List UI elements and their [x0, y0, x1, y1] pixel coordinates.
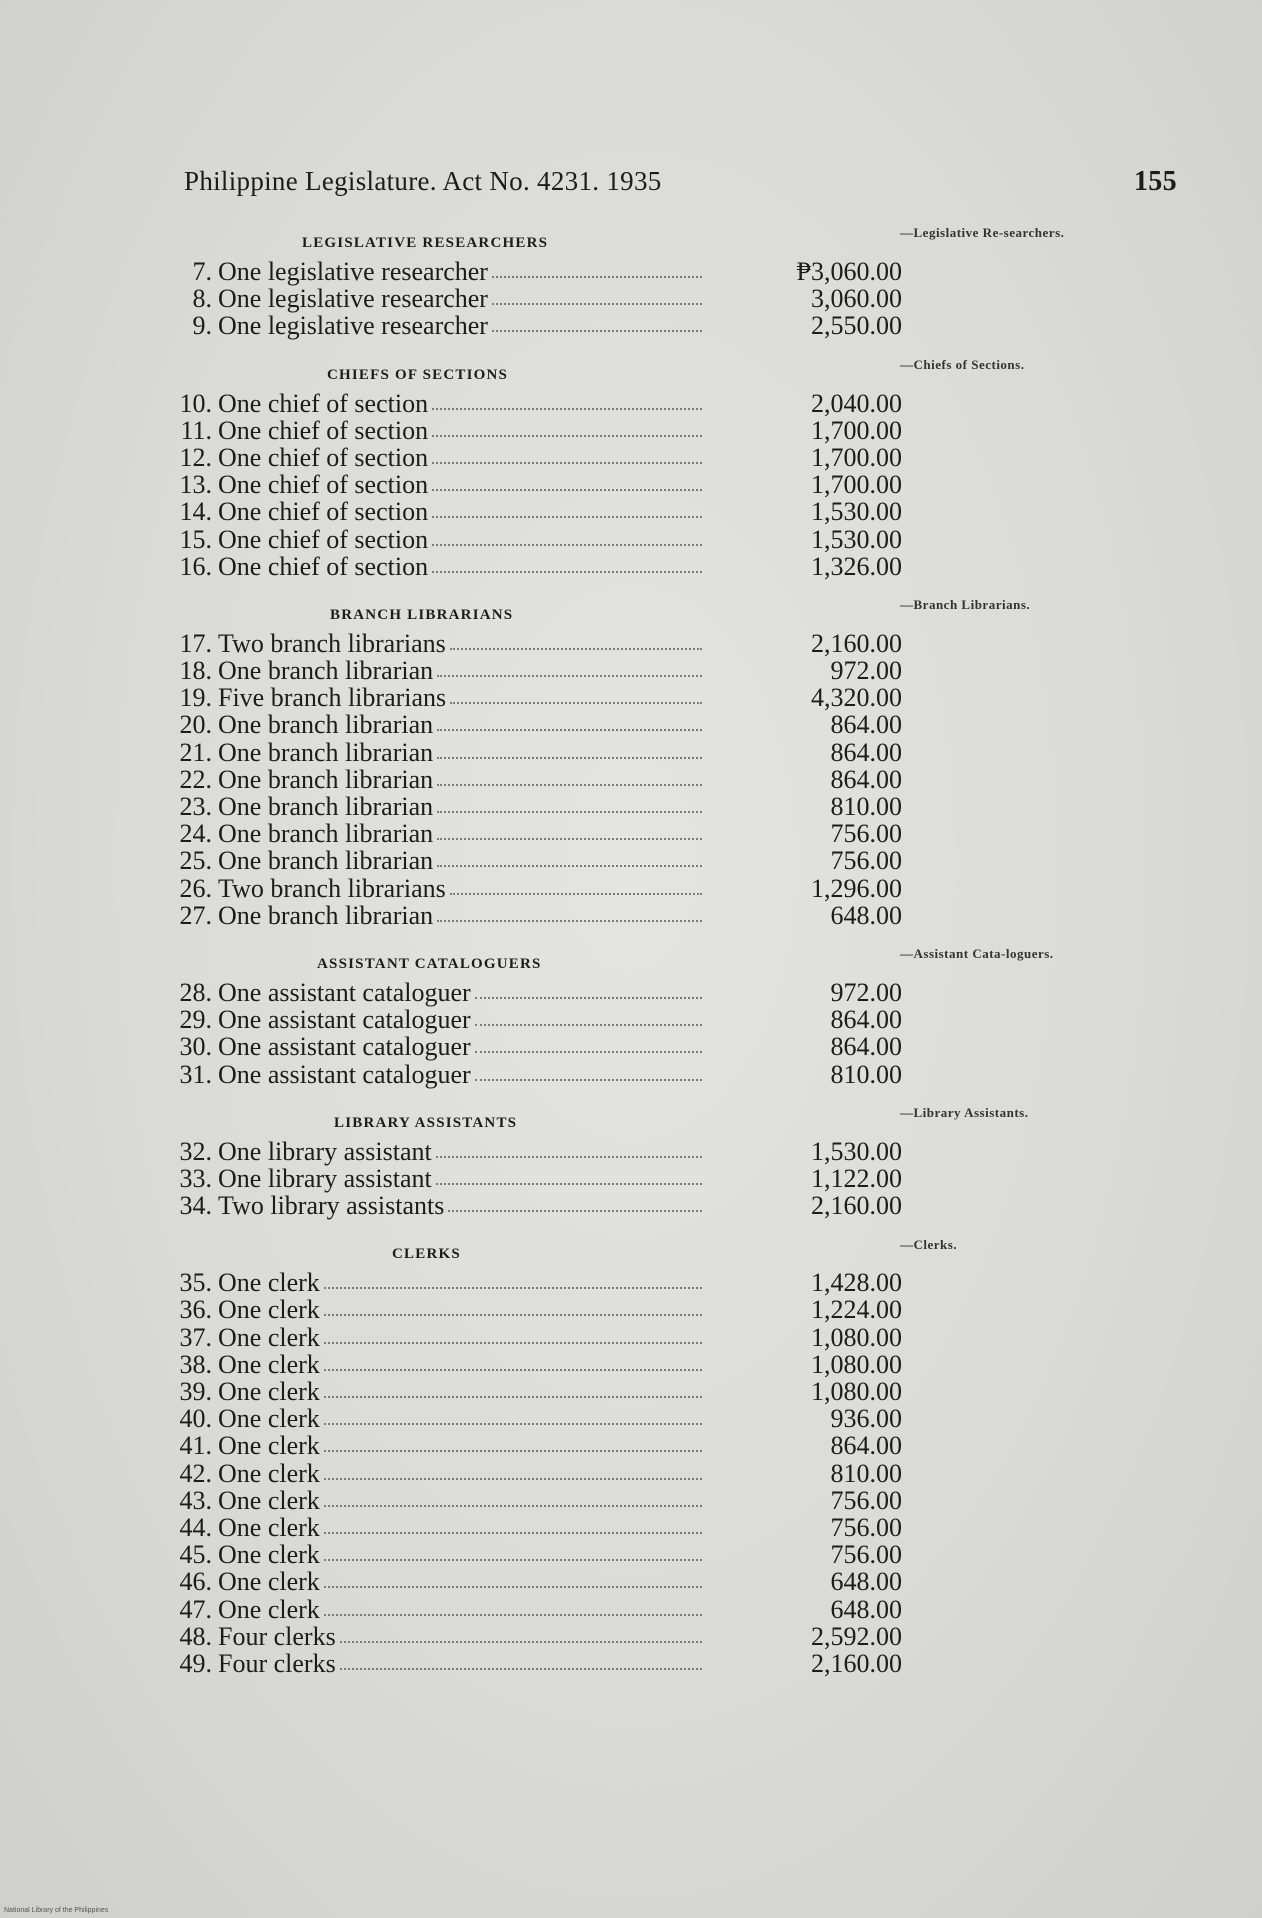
dot-leader — [432, 544, 702, 546]
item-description: One clerk — [218, 1431, 320, 1461]
item-description: One chief of section — [218, 415, 429, 445]
dot-leader — [340, 1641, 702, 1643]
section — [162, 600, 902, 929]
item-number: 20. — [179, 710, 212, 740]
section — [162, 228, 902, 340]
item-description: One clerk — [218, 1349, 320, 1379]
section-heading — [162, 600, 902, 630]
line-item — [162, 739, 902, 766]
item-number: 34. — [179, 1191, 212, 1221]
item-description: One branch librarian — [218, 846, 434, 876]
item-number: 36. — [179, 1295, 212, 1325]
item-description: One branch librarian — [218, 792, 434, 821]
item-number: 45. — [179, 1540, 212, 1570]
item-number: 42. — [179, 1458, 212, 1488]
dot-leader — [432, 462, 702, 464]
item-number: 21. — [179, 737, 212, 767]
item-description: One clerk — [218, 1540, 320, 1570]
margin-note: —Chiefs of Sections. — [900, 356, 1025, 372]
item-amount: ₱3,060.00 — [796, 257, 902, 286]
line-item — [162, 1324, 902, 1351]
item-number: 39. — [179, 1377, 212, 1406]
item-number: 22. — [179, 764, 212, 794]
item-description: Two branch librarians — [218, 873, 446, 903]
line-item — [162, 1596, 902, 1623]
item-description: One branch librarian — [218, 819, 434, 849]
item-amount: 864.00 — [830, 1431, 902, 1461]
item-description: One clerk — [218, 1377, 320, 1406]
item-description: One chief of section — [218, 524, 429, 554]
item-description: One clerk — [218, 1268, 320, 1298]
footer-credit: National Library of the Philippines — [4, 1907, 109, 1914]
item-description: One legislative researcher — [218, 257, 488, 286]
line-item — [162, 711, 902, 738]
margin-note: —Clerks. — [900, 1236, 958, 1252]
line-item — [162, 312, 902, 339]
dot-leader — [436, 1183, 702, 1185]
item-description: One chief of section — [218, 442, 429, 472]
line-item — [162, 875, 902, 902]
dot-leader — [324, 1586, 702, 1588]
dot-leader — [437, 811, 702, 813]
item-amount: 648.00 — [830, 1567, 902, 1597]
item-amount: 1,080.00 — [811, 1322, 902, 1352]
item-amount: 864.00 — [830, 1005, 902, 1035]
line-item — [162, 285, 902, 312]
dot-leader — [437, 757, 702, 759]
item-number: 44. — [179, 1512, 212, 1542]
item-number: 19. — [179, 683, 212, 713]
item-number: 41. — [179, 1431, 212, 1461]
item-amount: 864.00 — [830, 710, 902, 740]
line-item — [162, 630, 902, 657]
item-number: 9. — [192, 311, 212, 341]
dot-leader — [324, 1342, 702, 1344]
line-item — [162, 444, 902, 471]
item-amount: 972.00 — [830, 656, 902, 686]
dot-leader — [475, 1024, 702, 1026]
item-number: 14. — [179, 497, 212, 527]
line-item — [162, 1405, 902, 1432]
section-heading-text: LEGISLATIVE RESEARCHERS — [302, 235, 549, 251]
line-item — [162, 1351, 902, 1378]
item-number: 30. — [179, 1032, 212, 1062]
section-heading — [162, 360, 902, 390]
item-description: One clerk — [218, 1594, 320, 1624]
item-description: Two library assistants — [218, 1191, 445, 1221]
dot-leader — [432, 489, 702, 491]
dot-leader — [437, 729, 702, 731]
line-item — [162, 979, 902, 1006]
item-description: One chief of section — [218, 551, 429, 581]
section — [162, 949, 902, 1088]
line-item — [162, 1568, 902, 1595]
page-header — [184, 166, 1184, 206]
item-amount: 810.00 — [830, 1458, 902, 1488]
item-amount: 648.00 — [830, 900, 902, 930]
item-description: Four clerks — [218, 1621, 336, 1651]
item-number: 7. — [192, 257, 212, 286]
section-heading — [162, 949, 902, 979]
section-heading-text: BRANCH LIBRARIANS — [330, 606, 514, 623]
item-amount: 756.00 — [830, 1540, 902, 1570]
item-amount: 972.00 — [830, 977, 902, 1007]
dot-leader — [450, 648, 702, 650]
item-description: One clerk — [218, 1322, 320, 1352]
line-item — [162, 1006, 902, 1033]
line-item — [162, 471, 902, 498]
section-heading-text: CLERKS — [392, 1246, 461, 1263]
item-amount: 2,040.00 — [811, 388, 902, 418]
item-number: 31. — [179, 1059, 212, 1089]
item-amount: 1,700.00 — [811, 470, 902, 500]
item-number: 17. — [179, 628, 212, 658]
item-amount: 756.00 — [830, 1512, 902, 1542]
item-amount: 1,428.00 — [811, 1268, 902, 1298]
item-number: 38. — [179, 1349, 212, 1379]
section-heading — [162, 1239, 902, 1269]
page-number: 155 — [1134, 166, 1177, 197]
item-number: 35. — [179, 1268, 212, 1298]
line-item — [162, 417, 902, 444]
dot-leader — [324, 1287, 702, 1289]
line-item — [162, 766, 902, 793]
item-amount: 1,700.00 — [811, 442, 902, 472]
line-item — [162, 498, 902, 525]
dot-leader — [324, 1450, 702, 1452]
line-item — [162, 258, 902, 285]
item-description: One library assistant — [218, 1136, 432, 1166]
line-item — [162, 390, 902, 417]
line-item — [162, 1378, 902, 1405]
item-number: 48. — [179, 1621, 212, 1651]
line-item — [162, 1623, 902, 1650]
item-amount: 1,080.00 — [811, 1349, 902, 1379]
item-description: One branch librarian — [218, 764, 434, 794]
line-item — [162, 1138, 902, 1165]
item-number: 25. — [179, 846, 212, 876]
dot-leader — [324, 1396, 702, 1398]
section — [162, 1239, 902, 1677]
section-heading — [162, 1108, 902, 1138]
dot-leader — [492, 276, 702, 278]
line-item — [162, 1269, 902, 1296]
dot-leader — [432, 571, 702, 573]
item-description: One assistant cataloguer — [218, 1059, 471, 1089]
line-item — [162, 1514, 902, 1541]
item-description: One assistant cataloguer — [218, 1005, 471, 1035]
item-amount: 864.00 — [830, 764, 902, 794]
dot-leader — [324, 1423, 702, 1425]
item-description: Five branch librarians — [218, 683, 447, 713]
item-amount: 936.00 — [830, 1404, 902, 1434]
item-number: 24. — [179, 819, 212, 849]
item-description: One library assistant — [218, 1163, 432, 1193]
item-number: 29. — [179, 1005, 212, 1035]
item-description: Four clerks — [218, 1648, 336, 1678]
item-description: One assistant cataloguer — [218, 977, 471, 1007]
item-amount: 810.00 — [830, 1059, 902, 1089]
line-item — [162, 1296, 902, 1323]
line-item — [162, 1487, 902, 1514]
item-description: One branch librarian — [218, 900, 434, 930]
line-item — [162, 1650, 902, 1677]
item-amount: 2,160.00 — [811, 1191, 902, 1221]
item-number: 13. — [179, 470, 212, 500]
dot-leader — [324, 1369, 702, 1371]
item-description: One legislative researcher — [218, 284, 488, 314]
line-item — [162, 847, 902, 874]
item-description: One chief of section — [218, 388, 429, 418]
margin-note: —Library Assistants. — [900, 1105, 1029, 1120]
line-item — [162, 1192, 902, 1219]
dot-leader — [432, 516, 702, 518]
item-number: 18. — [179, 656, 212, 686]
line-item — [162, 1460, 902, 1487]
item-description: One branch librarian — [218, 737, 434, 767]
dot-leader — [340, 1668, 702, 1670]
item-description: One clerk — [218, 1567, 320, 1597]
item-number: 28. — [179, 977, 212, 1007]
dot-leader — [324, 1532, 702, 1534]
dot-leader — [475, 1051, 702, 1053]
line-item — [162, 1033, 902, 1060]
dot-leader — [475, 1079, 702, 1081]
dot-leader — [450, 893, 702, 895]
item-amount: 756.00 — [830, 819, 902, 849]
dot-leader — [437, 920, 702, 922]
item-number: 16. — [179, 551, 212, 581]
dot-leader — [448, 1210, 702, 1212]
item-amount: 3,060.00 — [811, 284, 902, 314]
line-item — [162, 657, 902, 684]
item-description: One clerk — [218, 1485, 320, 1515]
dot-leader — [432, 408, 702, 410]
item-description: One chief of section — [218, 497, 429, 527]
item-amount: 1,530.00 — [811, 497, 902, 527]
section — [162, 360, 902, 580]
item-amount: 1,296.00 — [811, 873, 902, 903]
item-number: 10. — [179, 388, 212, 418]
dot-leader — [324, 1478, 702, 1480]
section-heading-text: LIBRARY ASSISTANTS — [334, 1114, 518, 1131]
dot-leader — [437, 675, 702, 677]
item-description: One assistant cataloguer — [218, 1032, 471, 1062]
item-description: One chief of section — [218, 470, 429, 500]
margin-note: —Legislative Re-searchers. — [900, 225, 1065, 240]
item-description: One clerk — [218, 1295, 320, 1325]
item-number: 27. — [179, 900, 212, 930]
item-number: 49. — [179, 1648, 212, 1678]
line-item — [162, 1541, 902, 1568]
item-number: 15. — [179, 524, 212, 554]
item-number: 8. — [192, 284, 212, 314]
dot-leader — [324, 1559, 702, 1561]
item-amount: 810.00 — [830, 792, 902, 821]
item-amount: 2,160.00 — [811, 628, 902, 658]
item-description: One clerk — [218, 1404, 320, 1434]
item-number: 46. — [179, 1567, 212, 1597]
item-number: 12. — [179, 442, 212, 472]
item-number: 33. — [179, 1163, 212, 1193]
margin-note: —Branch Librarians. — [900, 597, 1031, 612]
dot-leader — [492, 303, 702, 305]
dot-leader — [324, 1505, 702, 1507]
item-description: One legislative researcher — [218, 311, 488, 341]
item-description: One clerk — [218, 1458, 320, 1488]
item-amount: 4,320.00 — [811, 683, 902, 713]
section-heading-text: ASSISTANT CATALOGUERS — [317, 955, 542, 972]
line-item — [162, 1061, 902, 1088]
line-item — [162, 1165, 902, 1192]
dot-leader — [437, 865, 702, 867]
dot-leader — [475, 997, 702, 999]
item-number: 11. — [180, 415, 212, 445]
item-description: One branch librarian — [218, 710, 434, 740]
item-description: Two branch librarians — [218, 628, 446, 658]
item-amount: 1,530.00 — [811, 1136, 902, 1166]
dot-leader — [324, 1314, 702, 1316]
line-item — [162, 793, 902, 820]
item-amount: 2,160.00 — [811, 1648, 902, 1678]
item-amount: 864.00 — [830, 1032, 902, 1062]
section-heading-text: CHIEFS OF SECTIONS — [327, 366, 509, 383]
item-description: One clerk — [218, 1512, 320, 1542]
dot-leader — [437, 784, 702, 786]
item-amount: 1,530.00 — [811, 524, 902, 554]
section — [162, 1108, 902, 1220]
dot-leader — [450, 702, 702, 704]
margin-note: —Assistant Cata-loguers. — [900, 946, 1054, 962]
item-amount: 1,326.00 — [811, 551, 902, 581]
line-item — [162, 1432, 902, 1459]
dot-leader — [437, 838, 702, 840]
item-number: 23. — [179, 792, 212, 821]
dot-leader — [436, 1156, 702, 1158]
line-item — [162, 684, 902, 711]
item-amount: 1,700.00 — [811, 415, 902, 445]
item-number: 37. — [179, 1322, 212, 1352]
item-number: 26. — [179, 873, 212, 903]
dot-leader — [432, 435, 702, 437]
item-amount: 2,550.00 — [811, 311, 902, 341]
item-amount: 756.00 — [830, 846, 902, 876]
line-item — [162, 902, 902, 929]
item-number: 43. — [179, 1485, 212, 1515]
item-amount: 2,592.00 — [811, 1621, 902, 1651]
appropriation-list — [162, 228, 902, 1697]
dot-leader — [492, 330, 702, 332]
section-heading — [162, 228, 902, 258]
item-amount: 864.00 — [830, 737, 902, 767]
item-amount: 1,080.00 — [811, 1377, 902, 1406]
item-amount: 756.00 — [830, 1485, 902, 1515]
item-amount: 648.00 — [830, 1594, 902, 1624]
item-amount: 1,122.00 — [811, 1163, 902, 1193]
line-item — [162, 526, 902, 553]
line-item — [162, 553, 902, 580]
item-number: 47. — [179, 1594, 212, 1624]
item-number: 40. — [179, 1404, 212, 1434]
item-amount: 1,224.00 — [811, 1295, 902, 1325]
line-item — [162, 820, 902, 847]
dot-leader — [324, 1614, 702, 1616]
item-number: 32. — [179, 1136, 212, 1166]
running-title: Philippine Legislature. Act No. 4231. 1935 — [184, 166, 662, 196]
item-description: One branch librarian — [218, 656, 434, 686]
